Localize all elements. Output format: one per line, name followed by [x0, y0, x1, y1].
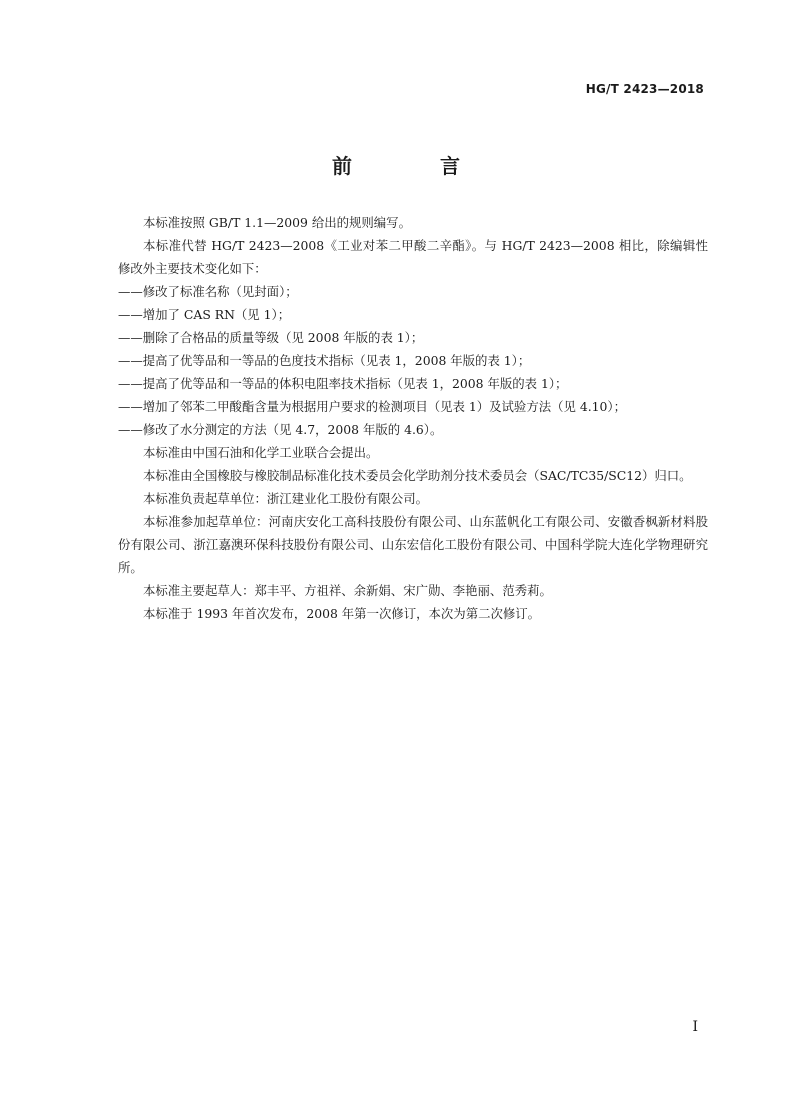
paragraph-proposer: 本标准由中国石油和化学工业联合会提出。 — [143, 445, 379, 460]
page-title: 前 言 — [332, 154, 494, 178]
paragraph-drafting-rules: 本标准按照 GB/T 1.1—2009 给出的规则编写。 — [143, 215, 411, 230]
change-item: ——增加了 CAS RN（见 1）； — [118, 307, 291, 322]
paragraph-participating-drafters: 本标准参加起草单位：河南庆安化工高科技股份有限公司、山东蓝帆化工有限公司、安徽香枫新材料股份有限公司、浙江嘉澳环保科技股份有限公司、山东宏信化工股份有限公司、中国科学院大连化学物理研究所。 — [118, 514, 708, 575]
paragraph-history: 本标准于 1993 年首次发布，2008 年第一次修订，本次为第二次修订。 — [143, 606, 541, 621]
change-item: ——提高了优等品和一等品的体积电阻率技术指标（见表 1，2008 年版的表 1）； — [118, 376, 568, 391]
paragraph-committee: 本标准由全国橡胶与橡胶制品标准化技术委员会化学助剂分技术委员会（SAC/TC35/SC12）归口。 — [143, 468, 692, 483]
change-item: ——修改了标准名称（见封面）； — [118, 284, 298, 299]
foreword-body — [118, 211, 708, 625]
change-item: ——删除了合格品的质量等级（见 2008 年版的表 1）； — [118, 330, 424, 345]
paragraph-main-drafters: 本标准主要起草人：郑丰平、方祖祥、余新娟、宋广勋、李艳丽、范秀莉。 — [143, 583, 552, 598]
change-item: ——修改了水分测定的方法（见 4.7，2008 年版的 4.6）。 — [118, 422, 443, 437]
paragraph-responsible-drafter: 本标准负责起草单位：浙江建业化工股份有限公司。 — [143, 491, 428, 506]
change-item: ——增加了邻苯二甲酸酯含量为根据用户要求的检测项目（见表 1）及试验方法（见 4.10）； — [118, 399, 626, 414]
change-item: ——提高了优等品和一等品的色度技术指标（见表 1，2008 年版的表 1）； — [118, 353, 531, 368]
standard-code: HG/T 2423—2018 — [585, 82, 704, 96]
paragraph-replacement: 本标准代替 HG/T 2423—2008《工业对苯二甲酸二辛酯》。与 HG/T 2423—2008 相比，除编辑性修改外主要技术变化如下： — [118, 238, 708, 276]
page-number: I — [692, 1019, 698, 1035]
